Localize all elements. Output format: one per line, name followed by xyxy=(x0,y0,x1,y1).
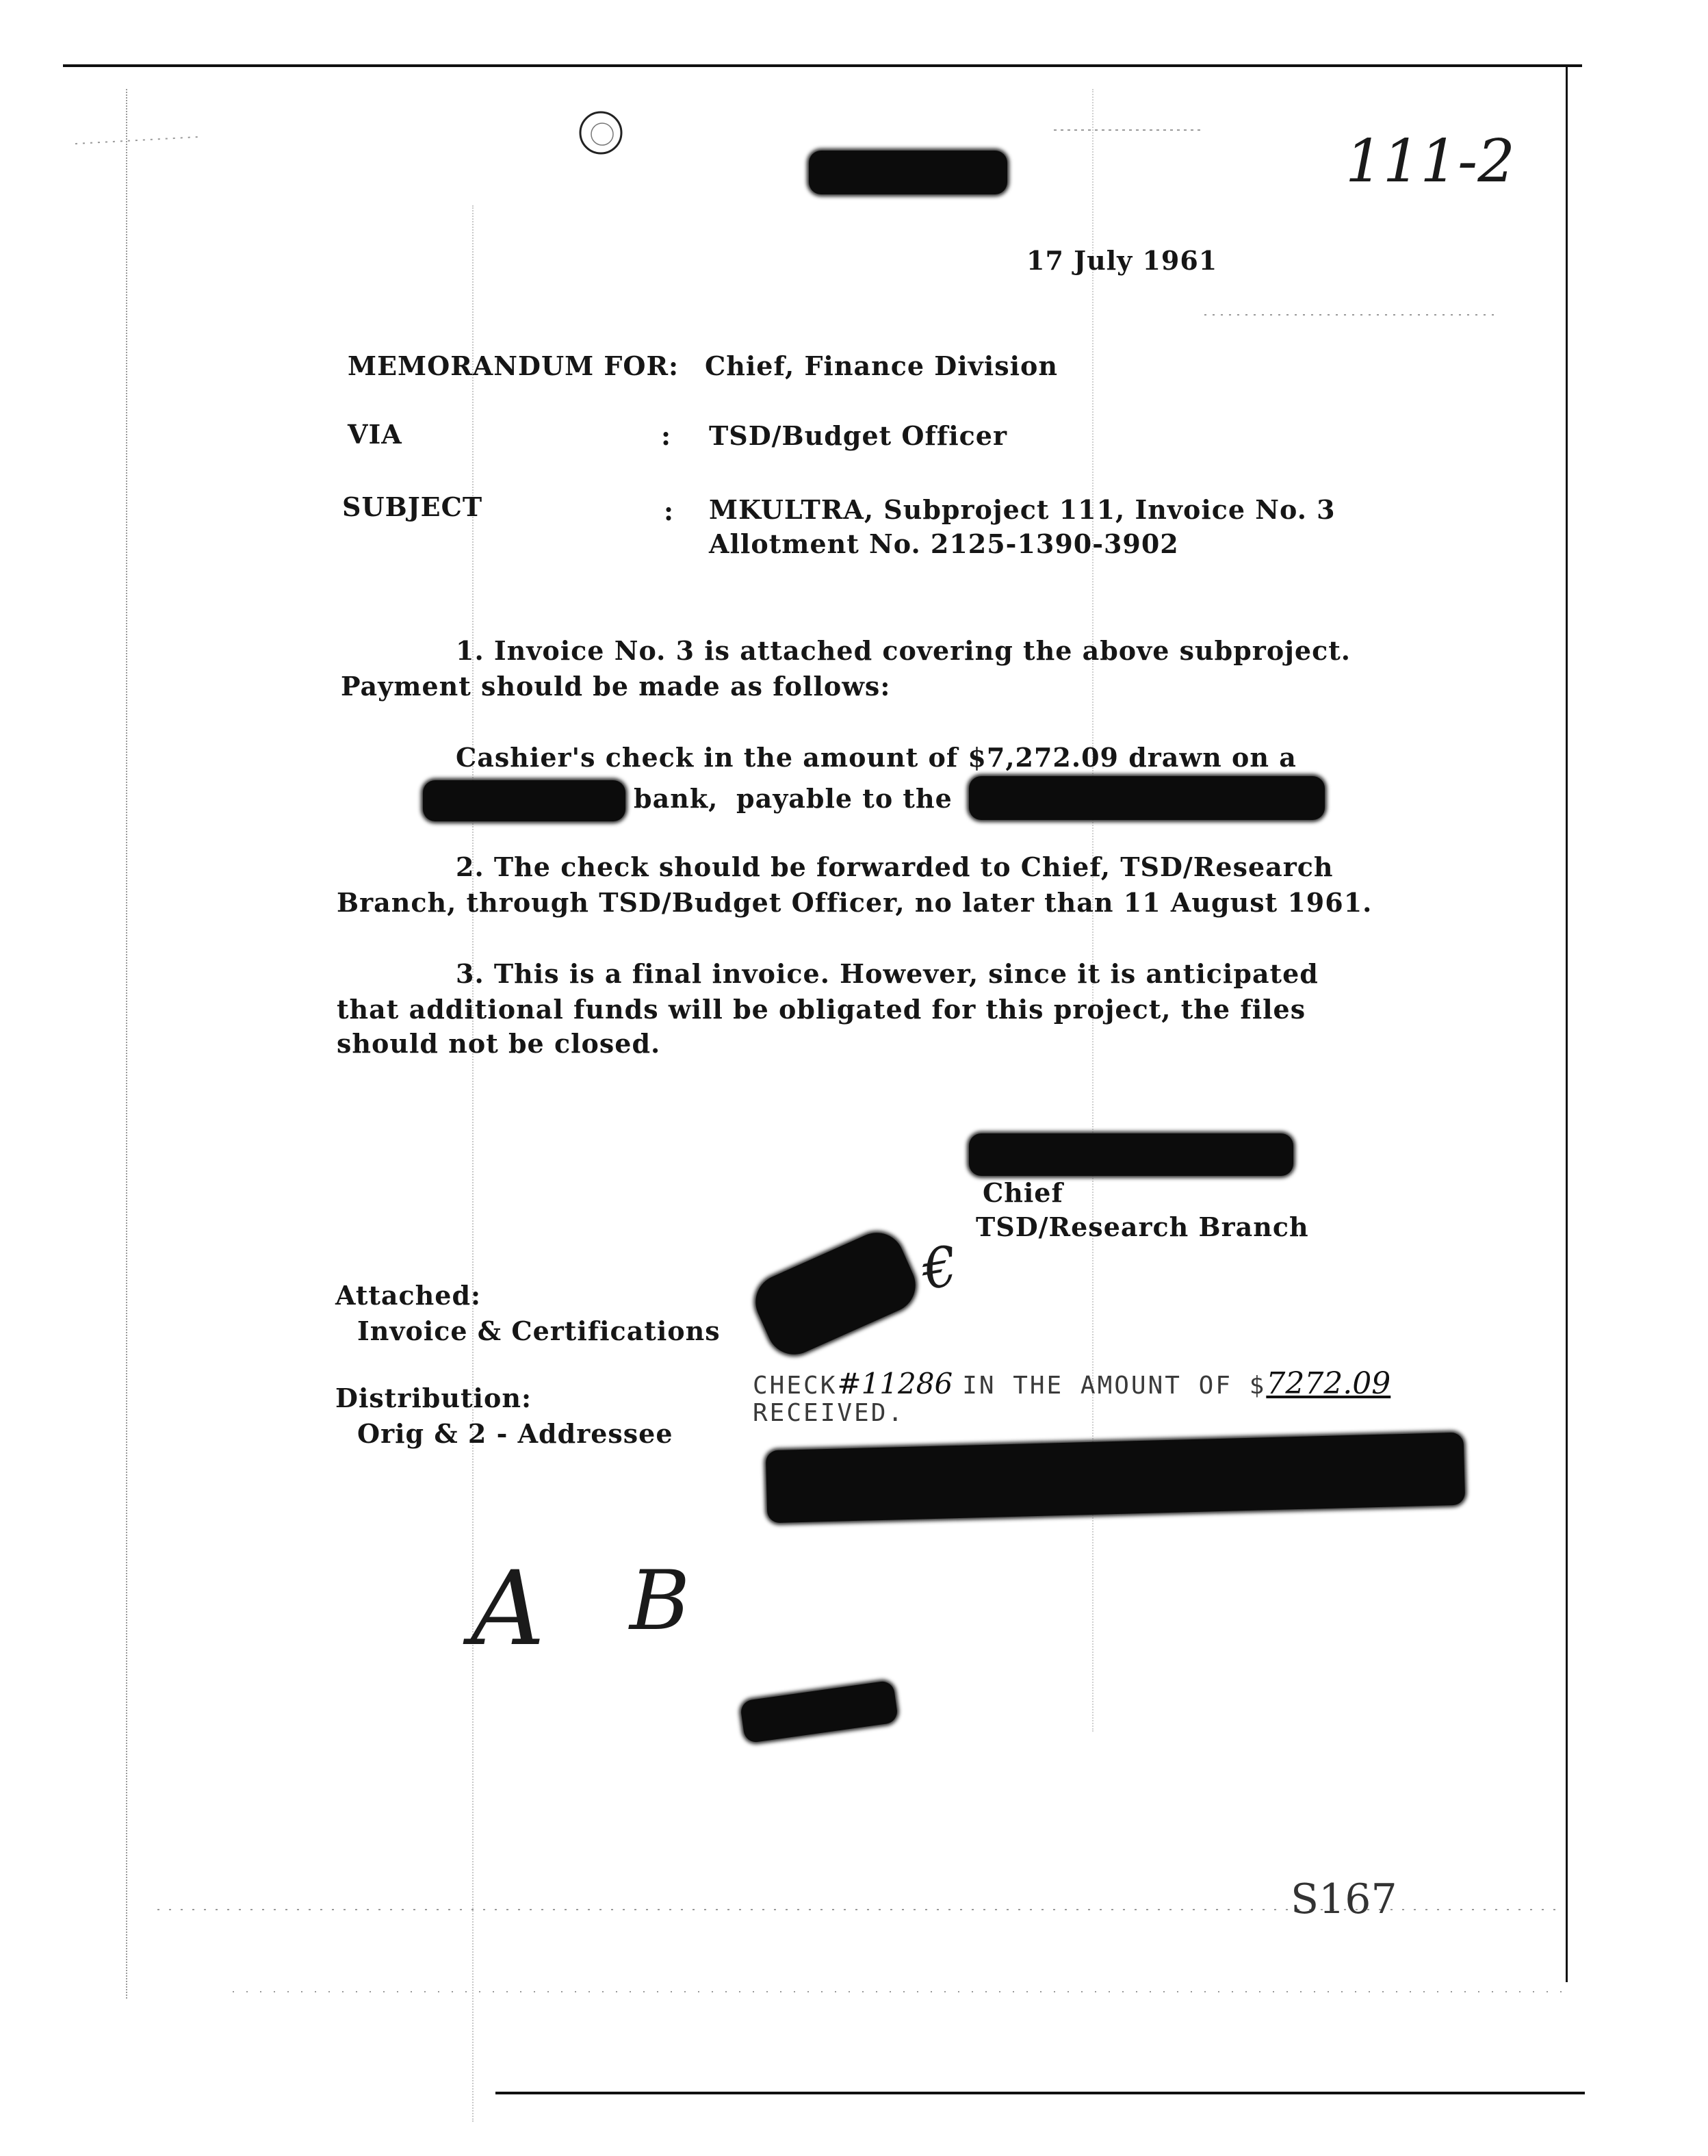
paragraph-3-line-3: should not be closed. xyxy=(337,1028,661,1059)
via-label: VIA xyxy=(348,419,402,450)
redaction-classification-top xyxy=(809,151,1007,194)
signature-title: Chief xyxy=(983,1177,1063,1208)
page-number: S167 xyxy=(1291,1875,1397,1923)
subject-colon: : xyxy=(664,496,675,526)
stamp-check-number: #11286 xyxy=(837,1367,953,1400)
redaction-signatory-name xyxy=(969,1133,1293,1176)
handwritten-initial-mark: € xyxy=(917,1233,963,1302)
redaction-bank-name xyxy=(423,780,625,821)
handwritten-letter-a: A xyxy=(471,1550,545,1669)
check-line-2-payable: payable to the xyxy=(736,783,953,814)
subject-line-1: MKULTRA, Subproject 111, Invoice No. 3 xyxy=(709,494,1336,525)
memo-for-label: MEMORANDUM FOR: xyxy=(348,350,680,381)
handwritten-letter-b: B xyxy=(630,1554,690,1649)
paragraph-1-line-2: Payment should be made as follows: xyxy=(341,671,891,702)
paragraph-3-line-2: that additional funds will be obligated for this project, the files xyxy=(337,994,1306,1025)
memo-for-value: Chief, Finance Division xyxy=(705,350,1058,381)
paragraph-2-line-2: Branch, through TSD/Budget Officer, no later than 11 August 1961. xyxy=(337,887,1373,918)
attached-label: Attached: xyxy=(335,1280,482,1311)
stamp-line-1 xyxy=(753,1366,1390,1401)
stamp-line-2: RECEIVED. xyxy=(753,1399,905,1427)
paragraph-2-line-1: 2. The check should be forwarded to Chief, TSD/Research xyxy=(456,851,1334,882)
distribution-label: Distribution: xyxy=(335,1383,532,1413)
attached-item: Invoice & Certifications xyxy=(357,1316,721,1346)
distribution-item: Orig & 2 - Addressee xyxy=(357,1418,673,1449)
stamp-amount-handwritten: 7272.09 xyxy=(1266,1366,1391,1401)
paragraph-1-line-1: 1. Invoice No. 3 is attached covering the above subproject. xyxy=(456,635,1351,666)
paragraph-3-line-1: 3. This is a final invoice. However, since it is anticipated xyxy=(456,958,1319,989)
stamp-check-prefix: CHECK xyxy=(753,1372,838,1400)
handwritten-reference: 111-2 xyxy=(1345,127,1515,196)
check-line-2-bank: bank, xyxy=(634,783,719,814)
via-colon: : xyxy=(661,420,672,451)
subject-line-2: Allotment No. 2125-1390-3902 xyxy=(709,528,1179,559)
redaction-payee xyxy=(969,776,1325,820)
signature-unit: TSD/Research Branch xyxy=(976,1211,1309,1242)
check-line-1: Cashier's check in the amount of $7,272.09 drawn on a xyxy=(456,742,1297,773)
stamp-amount-text: IN THE AMOUNT OF $ xyxy=(962,1372,1267,1400)
subject-label: SUBJECT xyxy=(342,491,483,522)
via-value: TSD/Budget Officer xyxy=(709,420,1007,451)
memo-date: 17 July 1961 xyxy=(1026,245,1218,276)
